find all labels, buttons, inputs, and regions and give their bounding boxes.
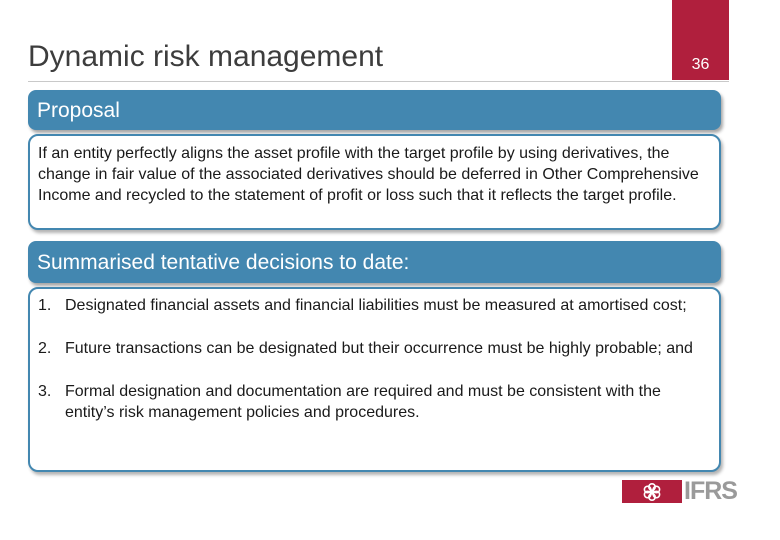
list-item	[38, 295, 711, 316]
proposal-heading-bar	[28, 90, 721, 130]
decisions-heading-bar	[28, 241, 721, 283]
list-item-text: Formal designation and documentation are required and must be consistent with the entity’s risk management policies and procedures.	[65, 383, 661, 421]
page-number: 36	[691, 56, 710, 73]
page-number-tab	[672, 0, 729, 80]
ifrs-flower-icon	[642, 482, 662, 502]
list-item-text: Future transactions can be designated but their occurrence must be highly probable; and	[65, 340, 693, 357]
proposal-heading: Proposal	[37, 99, 120, 122]
proposal-box	[28, 134, 721, 230]
list-item-text: Designated financial assets and financial liabilities must be measured at amortised cost;	[65, 297, 687, 314]
decisions-box	[28, 287, 721, 472]
title-divider	[28, 81, 729, 82]
page-title: Dynamic risk management	[28, 40, 384, 73]
decisions-heading: Summarised tentative decisions to date:	[37, 251, 410, 274]
logo-text: IFRS	[684, 477, 737, 505]
list-item-number: 1.	[38, 297, 52, 314]
ifrs-logo	[622, 477, 744, 505]
list-item-number: 3.	[38, 383, 52, 400]
list-item-number: 2.	[38, 340, 52, 357]
proposal-text: If an entity perfectly aligns the asset profile with the target profile by using derivatives, the change in fair value of the associated derivatives should be deferred in Other Comprehensive Income and recycled to the statement of profit or loss such that it reflects the target profile.	[38, 145, 699, 204]
list-item	[38, 338, 711, 359]
list-item	[38, 381, 711, 423]
decisions-list	[38, 295, 711, 423]
logo-bar	[622, 480, 682, 503]
